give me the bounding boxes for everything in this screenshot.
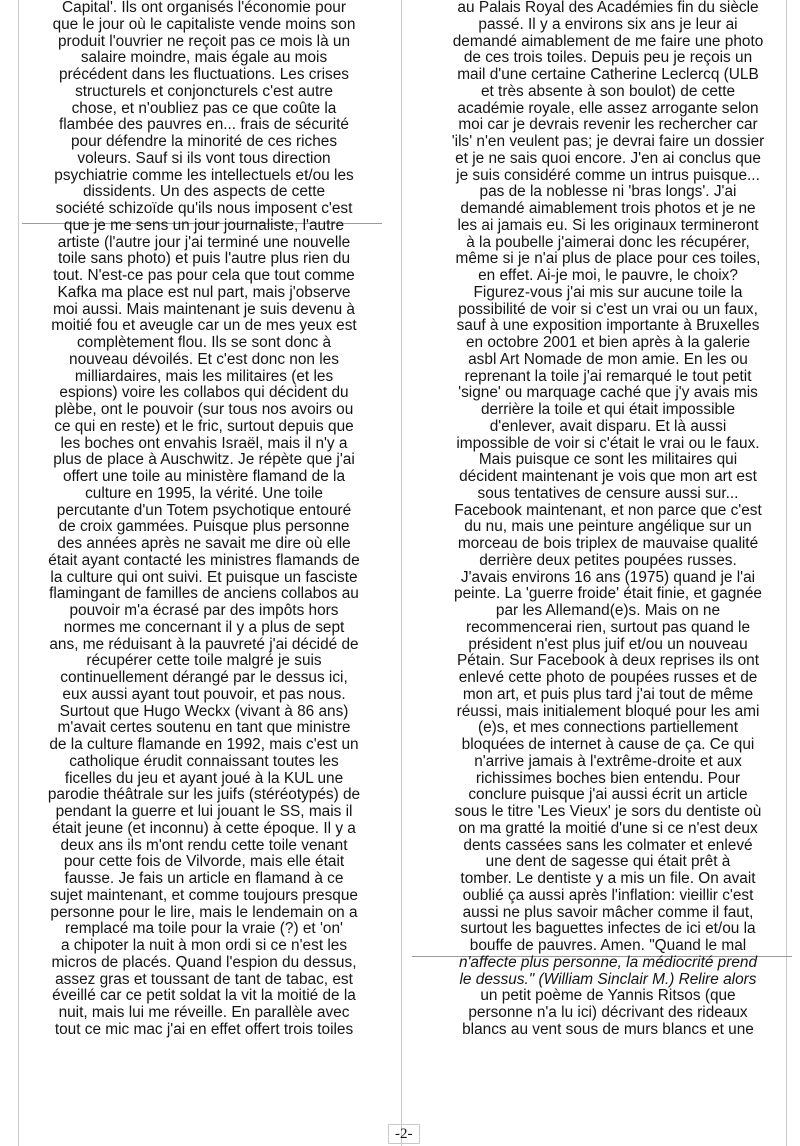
- text-line: normes me concernant il y a plus de sept: [63, 618, 345, 636]
- text-line: impossible de voir si c'était le vrai ou le faux.: [456, 434, 760, 452]
- text-line: à la poubelle j'aimerai donc les récupérer,: [466, 233, 750, 251]
- text-line: plus de place à Auschwitz. Je répète que j'ai: [53, 451, 355, 469]
- text-line: passé. Il y a environs six ans je leur ai: [478, 15, 738, 33]
- right-text-column: [432, 0, 784, 1039]
- text-line: dissidents. Un des aspects de cette: [82, 183, 326, 201]
- left-text-column: [28, 0, 380, 1039]
- text-line: reprenant la toile j'ai remarqué le tout petit: [464, 367, 752, 385]
- text-line: dents cassées sans les colmater et enlevé: [463, 836, 753, 854]
- text-line: n'affecte plus personne, la médiocrité prend: [458, 953, 758, 971]
- text-line: d'enlever, avait disparu. Et là aussi: [489, 417, 727, 435]
- text-line: toile sans photo) et puis l'autre plus rien du: [57, 250, 351, 268]
- text-line: société schizoïde qu'ils nous imposent c'est: [55, 200, 353, 217]
- text-line: en octobre 2001 et bien après à la galerie: [465, 334, 751, 351]
- text-line: même si je n'ai plus de place pour ces toiles,: [455, 250, 761, 268]
- text-line: moi car je devrais revenir les rechercher car: [458, 116, 758, 134]
- text-line: Facebook maintenant, et non parce que c'est: [454, 501, 762, 519]
- text-line: fausse. Je fais un article en flamand à ce: [64, 870, 344, 887]
- text-line: éveillé car ce petit soldat la vit la moitié de la: [52, 987, 356, 1005]
- text-line: au Palais Royal des Académies fin du siècle: [457, 0, 759, 16]
- text-line: de croix gammées. Puisque plus personne: [58, 518, 350, 536]
- text-line: que le jour où le capitaliste vende moins son: [52, 15, 356, 33]
- text-line: de la culture flamande en 1992, mais c'est un: [49, 736, 359, 753]
- text-line: recommencerai rien, surtout pas quand le: [465, 618, 751, 636]
- text-line: je suis considéré comme un intrus puisque...: [456, 166, 760, 184]
- text-line: offert une toile au ministère flamand de la: [62, 468, 346, 485]
- text-line: Capital'. Ils ont organisés l'économie pour: [62, 0, 346, 16]
- text-line: les ai jamais eu. Si les originaux termineront: [457, 216, 759, 234]
- text-line: m'avait certes soutenu en tant que ministre: [57, 719, 351, 737]
- text-line: mail d'une certaine Catherine Leclercq (ULB: [457, 66, 759, 83]
- text-line: 'signe' ou marquage caché que j'y avais mis: [458, 384, 758, 402]
- text-line: récupérer cette toile malgré je suis: [86, 652, 322, 670]
- text-line: assez gras et toussant de tant de tabac, est: [55, 970, 353, 988]
- text-line: possibilité de voir si c'est un vrai ou un faux,: [458, 300, 758, 318]
- text-line: en effet. Ai-je moi, le pauvre, le choix?: [478, 267, 738, 284]
- text-line: de ces trois toiles. Depuis peu je reçois un: [463, 49, 753, 67]
- text-line: personne n'a lu ici) décrivant des rideaux: [468, 1004, 748, 1021]
- text-line: Surtout que Hugo Weckx (vivant à 86 ans): [59, 702, 349, 720]
- text-line: sujet maintenant, et comme toujours presque: [50, 886, 358, 904]
- text-line: psychiatrie comme les intellectuels et/ou les: [54, 166, 354, 184]
- text-line: tomber. Le dentiste y a mis un file. On avait: [460, 870, 756, 887]
- text-line: pour cette fois de Vilvorde, mais elle était: [63, 853, 345, 871]
- text-line: blancs au vent sous de murs blancs et une: [462, 1020, 754, 1038]
- text-line: ficelles du jeu et ayant joué à la KUL une: [64, 769, 344, 787]
- text-line: produit l'ouvrier ne reçoit pas ce mois là un: [57, 32, 351, 50]
- text-line: micros de placés. Quand l'espion du dessus,: [51, 953, 357, 971]
- text-line: demandé aimablement de me faire une photo: [452, 32, 764, 50]
- text-line: nuit, mais lui me réveille. En parallèle avec: [58, 1004, 350, 1021]
- text-line: flamingant de familles de anciens collabos au: [49, 585, 359, 603]
- text-line: sous le titre 'Les Vieux' je sors du dentiste où: [454, 803, 762, 820]
- text-line: bouffe de pauvres. Amen. "Quand le mal: [469, 937, 747, 954]
- text-line: salaire moindre, mais égale au mois: [80, 49, 328, 67]
- text-line: surtout les baguettes infectes de ici et/ou la: [460, 920, 756, 938]
- text-line: oublié ça aussi après l'inflation: vieillir c'est: [462, 886, 754, 904]
- text-line: Pétain. Sur Facebook à deux reprises ils ont: [457, 652, 759, 670]
- text-line: chose, et n'oubliez pas ce que coûte la: [71, 99, 337, 117]
- text-line: on ma gratté la moitié d'une si ce n'est deux: [458, 819, 758, 837]
- text-line: remplacé ma toile pour la vraie (?) et 'on': [65, 920, 343, 938]
- text-line: moi aussi. Mais maintenant je suis devenu à: [53, 300, 355, 318]
- text-line: richissimes boches bien entendu. Pour: [475, 769, 741, 787]
- text-line: percutante d'un Totem psychotique entouré: [56, 501, 352, 519]
- text-line: Kafka ma place est nul part, mais j'observe: [57, 283, 351, 301]
- text-line: un petit poème de Yannis Ritsos (que: [480, 987, 736, 1005]
- text-line: pas de la noblesse ni 'bras longs'. J'ai: [479, 183, 737, 201]
- text-line: structurels et conjoncturels c'est autre: [75, 82, 333, 100]
- column-separator-middle: [401, 0, 402, 1146]
- text-line: milliardaires, mais les militaires (et les: [74, 367, 334, 385]
- text-line: était ayant contacté les ministres flamands de: [48, 551, 360, 569]
- text-line: la culture qui ont suivi. Et puisque un fasciste: [50, 568, 358, 586]
- text-line: (e)s, et mes connections partiellement: [477, 719, 739, 737]
- text-line: précédent dans les fluctuations. Les crises: [58, 66, 350, 83]
- text-line: les boches ont envahis Israël, mais il n'y a: [60, 434, 348, 452]
- text-line: président n'est plus juif et/ou un nouveau: [468, 635, 748, 653]
- text-line: Mais puisque ce sont les militaires qui: [478, 451, 738, 469]
- text-line: catholique érudit connaissant toutes les: [69, 752, 339, 770]
- text-line: mon art, et puis plus tard j'ai tout de même: [462, 685, 754, 703]
- text-line: eux aussi ayant tout pouvoir, et pas nous.: [62, 685, 346, 703]
- column-separator-left: [18, 0, 19, 1146]
- text-line: décident maintenant je vois que mon art est: [459, 468, 757, 485]
- text-line: Figurez-vous j'ai mis sur aucune toile la: [473, 283, 743, 301]
- text-line: conclure puisque j'ai aussi écrit un article: [468, 786, 748, 804]
- text-line: nouveau dévoilés. Et c'est donc non les: [69, 350, 339, 368]
- column-separator-right: [786, 0, 787, 1146]
- text-line: espions) voire les collabos qui décident du: [59, 384, 349, 402]
- text-line: sous tentatives de censure aussi sur...: [477, 484, 739, 502]
- text-line: voleurs. Sauf si ils vont tous direction: [77, 149, 331, 167]
- page-number: -2-: [388, 1124, 420, 1144]
- text-line: demandé aimablement trois photos et je ne: [460, 200, 756, 217]
- text-line: une dent de sagesse qui était prêt à: [485, 853, 731, 871]
- text-line: flambée des pauvres en... frais de sécurité: [58, 116, 349, 134]
- text-line: que je me sens un jour journaliste, l'autre: [63, 216, 345, 234]
- text-line: réussi, mais initialement bloqué pour les ami: [456, 702, 760, 720]
- text-line: des années après ne savait me dire où elle: [57, 535, 351, 552]
- text-line: pouvoir m'a écrasé par des impôts hors: [69, 602, 339, 619]
- text-line: J'avais environs 16 ans (1975) quand je l'ai: [460, 568, 756, 586]
- text-line: et très absente à son boulot) de cette: [480, 82, 736, 100]
- text-line: ans, me réduisant à la pauvreté j'ai décidé de: [49, 635, 359, 653]
- text-line: moitié fou et aveugle car un de mes yeux est: [51, 317, 357, 335]
- text-line: tout. N'est-ce pas pour cela que tout comme: [53, 267, 355, 284]
- text-line: ce qui en reste) et le fric, surtout depuis que: [54, 417, 354, 435]
- text-line: culture en 1995, la vérité. Une toile: [85, 484, 323, 502]
- text-line: plèbe, ont le pouvoir (sur tous nos avoirs ou: [54, 401, 354, 418]
- text-line: asbl Art Nomade de mon amie. En les ou: [468, 350, 748, 368]
- text-line: deux ans ils m'ont rendu cette toile venant: [60, 836, 348, 854]
- text-line: a chipoter la nuit à mon ordi si ce n'est les: [60, 937, 348, 954]
- text-line: derrière la toile et qui était impossible: [480, 401, 736, 418]
- text-line: le dessus." (William Sinclair M.) Relire alors: [459, 970, 757, 988]
- text-line: derrière deux petites poupées russes.: [479, 551, 737, 569]
- text-line: artiste (l'autre jour j'ai terminé une nouvelle: [57, 233, 351, 251]
- text-line: personne pour le lire, mais le lendemain on a: [50, 903, 358, 921]
- text-line: par les Allemand(e)s. Mais on ne: [495, 602, 721, 619]
- text-line: académie royale, elle assez arrogante selon: [457, 99, 759, 117]
- text-line: aussi ne plus savoir mâcher comme il faut,: [462, 903, 754, 921]
- text-line: continuellement dérangé par le dessus ici,: [60, 669, 348, 686]
- text-line: pendant la guerre et lui jouant le SS, mais il: [55, 803, 353, 820]
- text-line: n'arrive jamais à l'extrême-droite et aux: [474, 752, 742, 770]
- text-line: sauf à une exposition importante à Bruxelles: [456, 317, 760, 335]
- text-line: 'ils' n'en veulent pas; je devrai faire un dossier: [451, 133, 765, 150]
- text-line: bloquées de internet à cause de ça. Ce qui: [461, 736, 755, 753]
- text-line: complètement flou. Ils se sont donc à: [76, 334, 332, 351]
- text-line: morceau de bois triplex de mauvaise qualité: [457, 535, 759, 552]
- text-line: du nu, mais une peinture angélique sur un: [464, 518, 752, 536]
- text-line: pour défendre la minorité de ces riches: [70, 133, 338, 150]
- text-line: tout ce mic mac j'ai en effet offert trois toiles: [54, 1020, 354, 1038]
- text-line: était jeune (et inconnu) à cette époque. Il y a: [52, 819, 356, 837]
- text-line: enlevé cette photo de poupées russes et de: [458, 669, 758, 686]
- text-line: peinte. La 'guerre froide' était finie, et gagnée: [454, 585, 762, 603]
- text-line: et je ne sais quoi encore. J'en ai conclus que: [455, 149, 761, 167]
- text-line: parodie théâtrale sur les juifs (stéréotypés) de: [47, 786, 361, 804]
